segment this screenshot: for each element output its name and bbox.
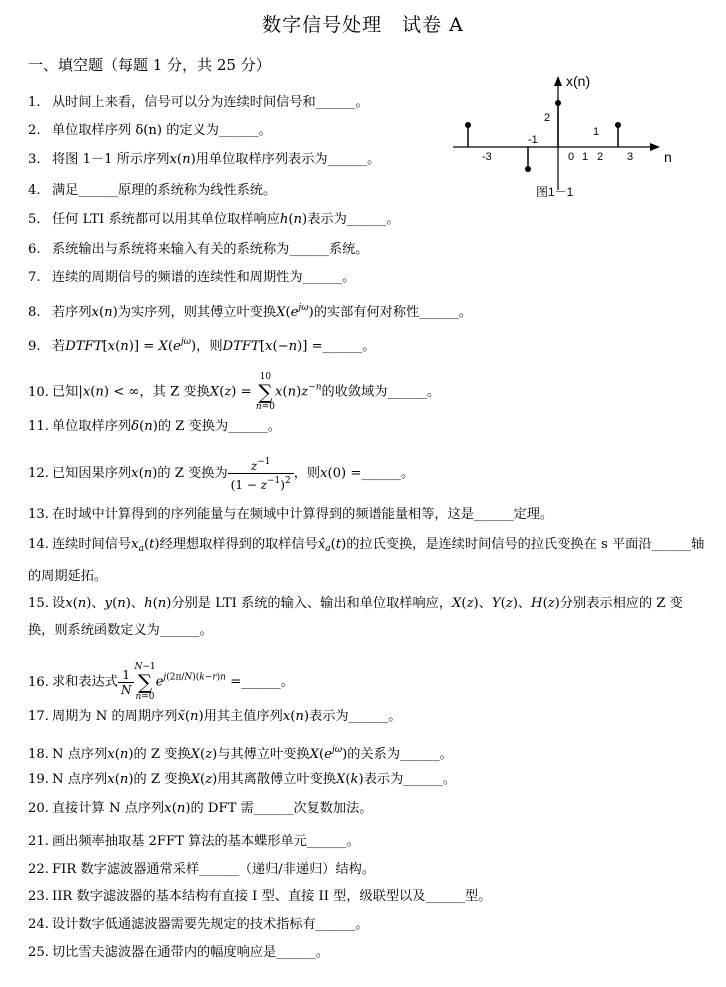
question-13: 13. 在时域中计算得到的序列能量与在频域中计算得到的频谱能量相等，这是______定理。 [28,507,554,522]
question-11: 11. 单位取样序列δ(n)的 Z 变换为______。 [28,419,281,434]
tick-label: 1 [582,151,589,163]
question-1: 1. 从时间上来看，信号可以分为连续时间信号和______。 [28,95,369,110]
question-12: 12. 已知因果序列x(n)的 Z 变换为 $\frac{z^{-1}}{(1 - z^{-1})^2}$ ，则x(0) =______。 [28,457,415,492]
question-5: 5. 任何 LTI 系统都可以用其单位取样响应h(n)表示为______。 [28,212,400,227]
answer-blank[interactable]: ______ [276,945,316,960]
answer-blank[interactable]: ______ [241,674,281,690]
question-8: 8. 若序列x(n)为实序列，则其傅立叶变换$X(e^{j\omega})$的实部有何对称性______。 [28,303,472,320]
question-25: 25. 切比雪夫滤波器在通带内的幅度响应是______。 [28,945,329,960]
figure-caption: 图1－1 [536,185,574,199]
answer-blank[interactable]: ______ [361,466,401,481]
tick-label: 3 [627,151,634,163]
answer-blank[interactable]: ______ [474,507,514,522]
question-15: 15. 设x(n)、y(n)、h(n)分别是 LTI 系统的输入、输出和单位取样响应，X(z)、Y(z)、H(z)分别表示相应的 Z 变换，则系统函数定义为______。 [28,596,683,638]
stem-point [615,122,621,128]
stem-point [555,100,561,106]
exam-title: 数字信号处理 试卷 A [262,14,464,36]
answer-blank[interactable]: ______ [306,834,347,849]
answer-blank[interactable]: ______ [289,242,329,257]
question-2: 2. 单位取样序列 δ(n) 的定义为______。 [28,123,272,138]
stem-point [525,166,531,172]
stem-plot-figure [448,70,688,200]
answer-blank[interactable]: ______ [228,419,268,434]
question-18: 18. N 点序列x(n)的 Z 变换X(z)与其傅立叶变换$X(e^{j\omega})$的关系为______。 [28,745,453,762]
answer-blank[interactable]: ______ [400,747,440,762]
answer-blank[interactable]: ______ [419,305,459,320]
question-4: 4. 满足______原理的系统称为线性系统。 [28,183,277,198]
answer-blank[interactable]: ______ [199,862,239,877]
answer-blank[interactable]: ______ [403,772,443,787]
tick-label: 2 [597,151,604,163]
question-22: 22. FIR 数字滤波器通常采样______（递归/非递归）结构。 [28,862,376,877]
answer-blank[interactable]: ______ [315,917,356,932]
answer-blank[interactable]: ______ [348,709,389,724]
question-10: 10. 已知|x(n) < ∞，其 Z 变换X(z) = 10 ∑ $n=0x(n)z^{-n}$的收敛域为______。 [28,372,441,412]
question-21: 21. 画出频率抽取基 2FFT 算法的基本蝶形单元______。 [28,834,360,849]
value-label: 1 [593,126,600,138]
question-24: 24. 设计数字低通滤波器需要先规定的技术指标有______。 [28,917,369,932]
value-label: 2 [544,112,551,124]
question-14: 14. 连续时间信号$x_a(t)$经理想取样得到的取样信号$x̂_a(t)$的拉氏变换，是连续时间信号的拉氏变换在 s 平面沿______轴的周期延拓。 [28,537,705,584]
value-label: -1 [528,134,538,146]
tick-label: 0 [568,151,575,163]
answer-blank[interactable]: ______ [159,623,200,638]
answer-blank[interactable]: ______ [322,339,363,354]
question-20: 20. 直接计算 N 点序列x(n)的 DFT 需______次复数加法。 [28,801,373,816]
answer-blank[interactable]: ______ [253,801,294,816]
question-19: 19. N 点序列x(n)的 Z 变换X(z)用其离散傅立叶变换X(k)表示为______。 [28,772,457,787]
answer-blank[interactable]: ______ [327,152,368,167]
x-axis-arrow [650,143,660,151]
y-axis-arrow [554,76,562,86]
question-17: 17. 周期为 N 的周期序列x̃(n)用其主值序列x(n)表示为______。 [28,709,402,724]
y-axis-label: x(n) [566,73,591,89]
question-7: 7. 连续的周期信号的频谱的连续性和周期性为______。 [28,270,356,285]
answer-blank[interactable]: ______ [315,95,356,110]
question-16: 16. 求和表达式 $\frac{1}{N}$ N−1 ∑ $n=0e^{j(2\pi/N)(k-r)n}$ =______。 [28,662,294,702]
question-3: 3. 将图 1－1 所示序列x(n)用单位取样序列表示为______。 [28,152,381,167]
answer-blank[interactable]: ______ [346,212,387,227]
answer-blank[interactable]: ______ [651,537,692,552]
answer-blank[interactable]: ______ [218,123,259,138]
answer-blank[interactable]: ______ [78,183,118,198]
stem-point [465,122,471,128]
answer-blank[interactable]: ______ [387,384,428,400]
question-23: 23. IIR 数字滤波器的基本结构有直接 I 型、直接 II 型，级联型以及______型。 [28,889,492,904]
question-6: 6. 系统输出与系统将来输入有关的系统称为______系统。 [28,242,369,257]
tick-label: -3 [482,151,492,163]
question-9: 9. 若DTFT[x(n)] = $X(e^{j\omega})$，则DTFT[x(−n)] =______。 [28,337,376,354]
answer-blank[interactable]: ______ [425,889,465,904]
x-axis-label: n [664,149,672,165]
section-heading: 一、填空题（每题 1 分，共 25 分） [28,56,271,74]
answer-blank[interactable]: ______ [302,270,343,285]
